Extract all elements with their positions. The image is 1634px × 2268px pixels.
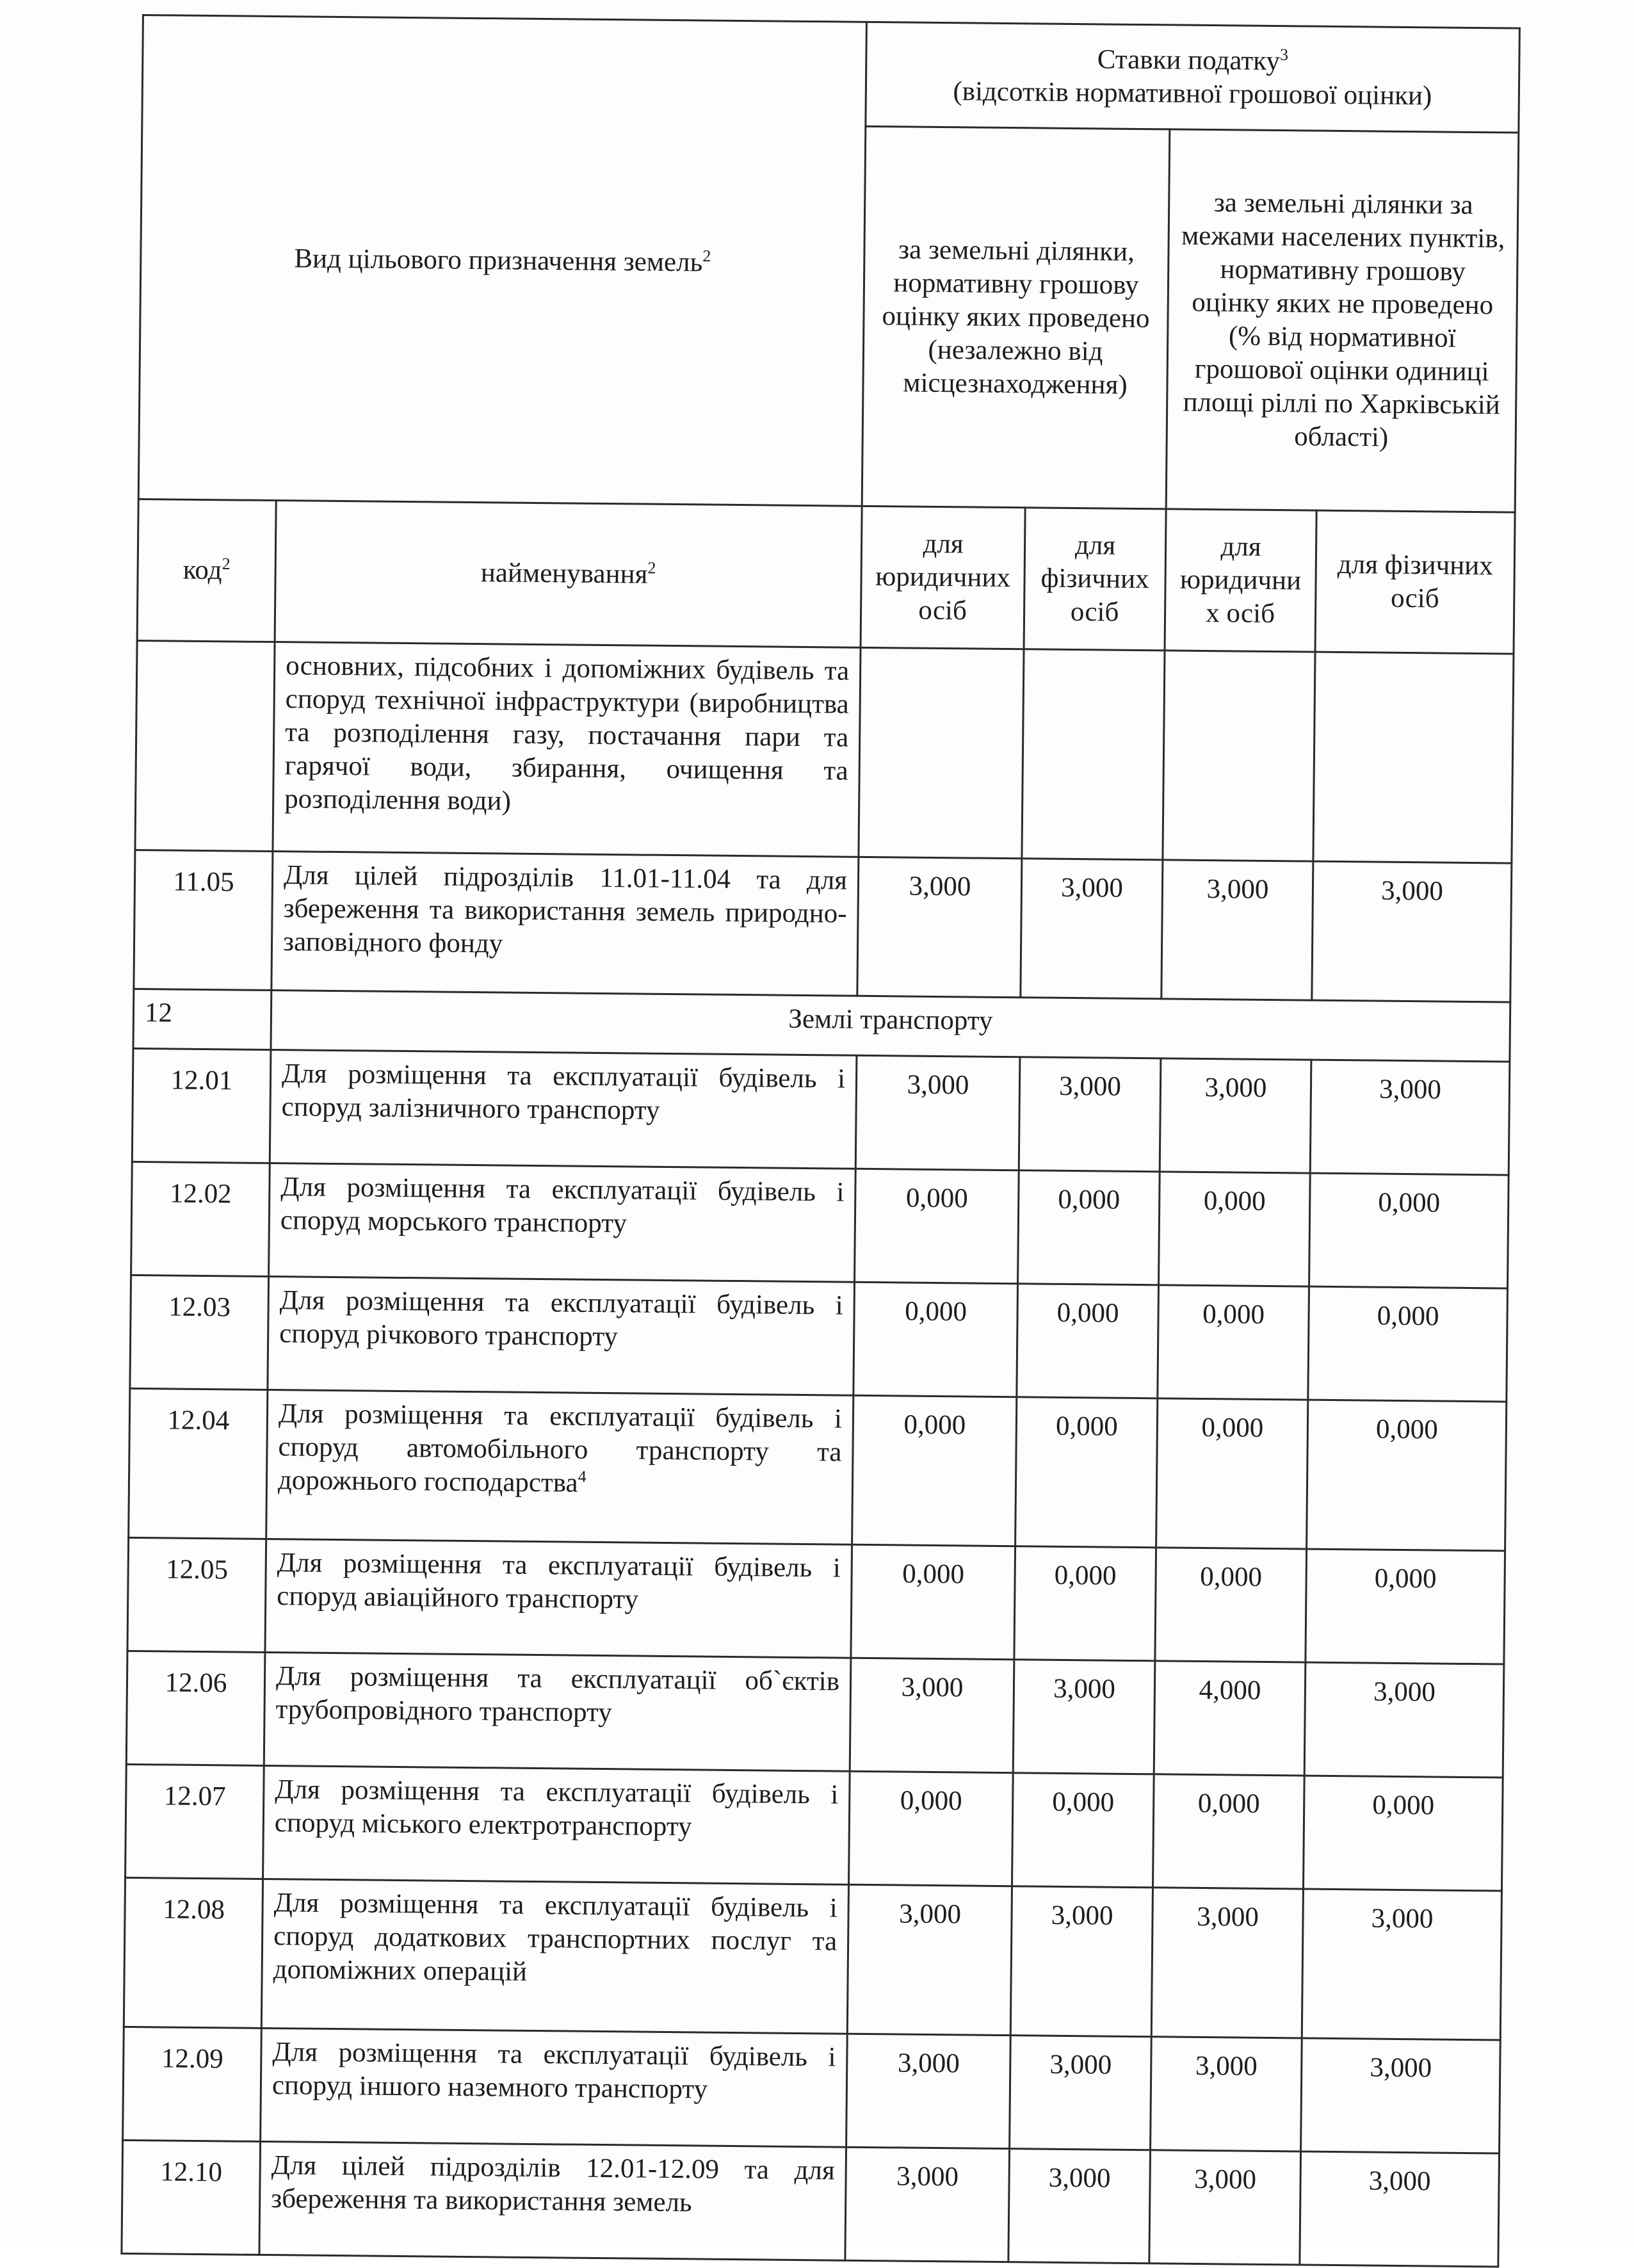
- tax-rates-title: Ставки податку: [1097, 44, 1281, 77]
- rate-individual: 0,000: [1014, 1546, 1156, 1661]
- tax-rates-header: [866, 22, 1520, 133]
- rate-individual: [1022, 649, 1165, 860]
- section-code: 12: [133, 989, 271, 1049]
- rate-legal: 0,000: [849, 1771, 1014, 1886]
- row-code: 12.09: [123, 2027, 262, 2141]
- rate-legal: 3,000: [855, 1055, 1020, 1170]
- footnote-mark: 3: [1279, 45, 1289, 64]
- row-name: Для розміщення та експлуатації будівель і споруд міського електротранспорту: [263, 1765, 850, 1884]
- rate-legal-outside: 0,000: [1158, 1285, 1309, 1400]
- rate-legal: 0,000: [855, 1169, 1019, 1283]
- row-name: [266, 1389, 853, 1544]
- rate-individual: 0,000: [1017, 1284, 1159, 1398]
- rate-legal-outside: 3,000: [1160, 1058, 1311, 1173]
- rate-legal: 3,000: [857, 857, 1022, 997]
- table-row: [129, 1388, 1507, 1551]
- rate-individual-outside: [1313, 652, 1514, 863]
- section-title: Землі транспорту: [271, 991, 1510, 1062]
- rate-legal-outside: 0,000: [1155, 1548, 1307, 1662]
- row-code: 12.06: [126, 1651, 265, 1765]
- table-row: [127, 1537, 1505, 1664]
- rate-legal-outside: 3,000: [1149, 2150, 1301, 2265]
- legal-entities-header-2: для юридични х осіб: [1165, 509, 1316, 652]
- table-row: [131, 1162, 1509, 1288]
- table-row: [125, 1764, 1503, 1891]
- rate-individual: 3,000: [1010, 2036, 1152, 2150]
- rate-individual: 0,000: [1015, 1397, 1158, 1548]
- name-header: [275, 501, 862, 648]
- rate-individual: 0,000: [1012, 1773, 1154, 1888]
- rate-individual-outside: 3,000: [1301, 2038, 1501, 2153]
- row-code: 12.01: [132, 1048, 271, 1163]
- rate-legal-outside: 0,000: [1159, 1172, 1311, 1286]
- rate-individual: 3,000: [1008, 2149, 1151, 2264]
- row-name: Для цілей підрозділів 11.01-11.04 та для збереження та використання земель природно-заповідного фонду: [271, 852, 859, 996]
- rate-legal-outside: 4,000: [1154, 1661, 1306, 1776]
- rate-legal: 0,000: [851, 1544, 1015, 1659]
- row-name-text: Для розміщення та експлуатації будівель і споруд автомобільного транспорту та дорожнього господарства: [277, 1398, 843, 1498]
- rate-legal: 0,000: [852, 1395, 1017, 1546]
- rate-individual: 3,000: [1021, 859, 1163, 999]
- rate-individual: 3,000: [1019, 1057, 1161, 1172]
- not-evaluated-plots-header: за земельні ділянки за межами населених пунктів, нормативну грошову оцінку яких не проведено (% від нормативної грошової оцінки одиниці площі ріллі по Харківській області): [1166, 129, 1519, 512]
- rate-legal: 3,000: [845, 2147, 1010, 2262]
- rate-individual: 0,000: [1018, 1170, 1160, 1285]
- rate-legal-outside: [1163, 651, 1315, 861]
- rate-legal-outside: 0,000: [1156, 1398, 1308, 1549]
- rate-legal: 3,000: [850, 1658, 1014, 1772]
- row-name: Для розміщення та експлуатації будівель і споруд іншого наземного транспорту: [261, 2028, 848, 2147]
- rate-legal: 0,000: [853, 1282, 1018, 1397]
- row-code: 12.10: [122, 2140, 261, 2255]
- row-code: 12.05: [127, 1537, 266, 1652]
- footnote-mark: 2: [647, 558, 656, 578]
- rate-legal: 3,000: [846, 2034, 1011, 2148]
- rate-individual-outside: 3,000: [1310, 1060, 1510, 1175]
- footnote-mark: 2: [702, 246, 711, 265]
- row-code: 11.05: [134, 850, 273, 990]
- land-use-type-header: [138, 15, 866, 506]
- row-code: 12.04: [129, 1388, 268, 1539]
- name-label: найменування: [480, 558, 648, 590]
- row-name: основних, підсобних і допоміжних будівель та споруд технічної інфраструктури (виробництва та розподілення газу, постачання пари та гарячої води, збирання, очищення та розподілення води): [273, 642, 861, 857]
- rate-legal-outside: 3,000: [1151, 1888, 1303, 2038]
- table-row: [126, 1651, 1504, 1778]
- row-code: 12.08: [124, 1877, 263, 2028]
- footnote-mark: 4: [578, 1467, 586, 1486]
- row-code: 12.03: [130, 1275, 269, 1389]
- row-name: Для розміщення та експлуатації будівель і споруд річкового транспорту: [268, 1276, 855, 1395]
- table-row: [132, 1048, 1510, 1175]
- rate-individual: 3,000: [1013, 1660, 1155, 1774]
- table-row: [124, 1877, 1501, 2040]
- row-name: Для розміщення та експлуатації будівель і споруд залізничного транспорту: [270, 1050, 857, 1169]
- table-row: [122, 2140, 1500, 2267]
- header-row-3: [137, 499, 1515, 654]
- row-code: [135, 640, 275, 851]
- rate-legal: 3,000: [847, 1884, 1012, 2035]
- row-name: Для розміщення та експлуатації будівель і споруд додаткових транспортних послуг та допоміжних операцій: [261, 1879, 848, 2034]
- row-code: 12.07: [125, 1764, 264, 1879]
- rate-individual-outside: 0,000: [1306, 1549, 1505, 1664]
- legal-entities-header: для юридичних осіб: [861, 506, 1025, 649]
- rate-legal-outside: 3,000: [1161, 860, 1313, 1000]
- rate-individual: 3,000: [1010, 1886, 1153, 2037]
- evaluated-plots-header: за земельні ділянки, нормативну грошову оцінку яких проведено (незалежно від місцезнаходження): [862, 126, 1170, 509]
- land-use-type-title: Вид цільового призначення земель: [294, 243, 703, 277]
- row-name: Для цілей підрозділів 12.01-12.09 та для збереження та використання земель: [259, 2141, 846, 2260]
- table-row: [130, 1275, 1508, 1402]
- tax-rates-subtitle: (відсотків нормативної грошової оцінки): [953, 76, 1432, 111]
- rate-individual-outside: 0,000: [1307, 1400, 1507, 1551]
- individuals-header: для фізичних осіб: [1024, 508, 1166, 651]
- row-name: Для розміщення та експлуатації будівель і споруд морського транспорту: [269, 1163, 856, 1282]
- rate-individual-outside: 3,000: [1312, 861, 1512, 1002]
- individuals-header-2: для фізичних осіб: [1315, 510, 1515, 654]
- table-row: [134, 850, 1512, 1002]
- row-code: 12.02: [131, 1162, 270, 1276]
- table-row: [123, 2027, 1501, 2153]
- rate-individual-outside: 3,000: [1300, 2151, 1500, 2267]
- rate-individual-outside: 0,000: [1308, 1286, 1508, 1402]
- row-name: Для розміщення та експлуатації об`єктів трубопровідного транспорту: [264, 1652, 851, 1771]
- tax-rate-table: [120, 14, 1521, 2268]
- code-header: [137, 499, 276, 642]
- rate-legal-outside: 0,000: [1153, 1774, 1305, 1889]
- table-row: [135, 640, 1514, 863]
- code-label: код: [182, 555, 222, 586]
- header-row-1: [142, 15, 1519, 133]
- footnote-mark: 2: [222, 554, 231, 574]
- rate-individual-outside: 3,000: [1302, 1889, 1501, 2040]
- rate-individual-outside: 3,000: [1304, 1662, 1504, 1778]
- row-name: Для розміщення та експлуатації будівель і споруд авіаційного транспорту: [265, 1539, 852, 1658]
- rate-legal: [859, 647, 1024, 858]
- rate-individual-outside: 0,000: [1309, 1173, 1509, 1288]
- rate-legal-outside: 3,000: [1151, 2037, 1302, 2151]
- rate-individual-outside: 0,000: [1303, 1776, 1503, 1891]
